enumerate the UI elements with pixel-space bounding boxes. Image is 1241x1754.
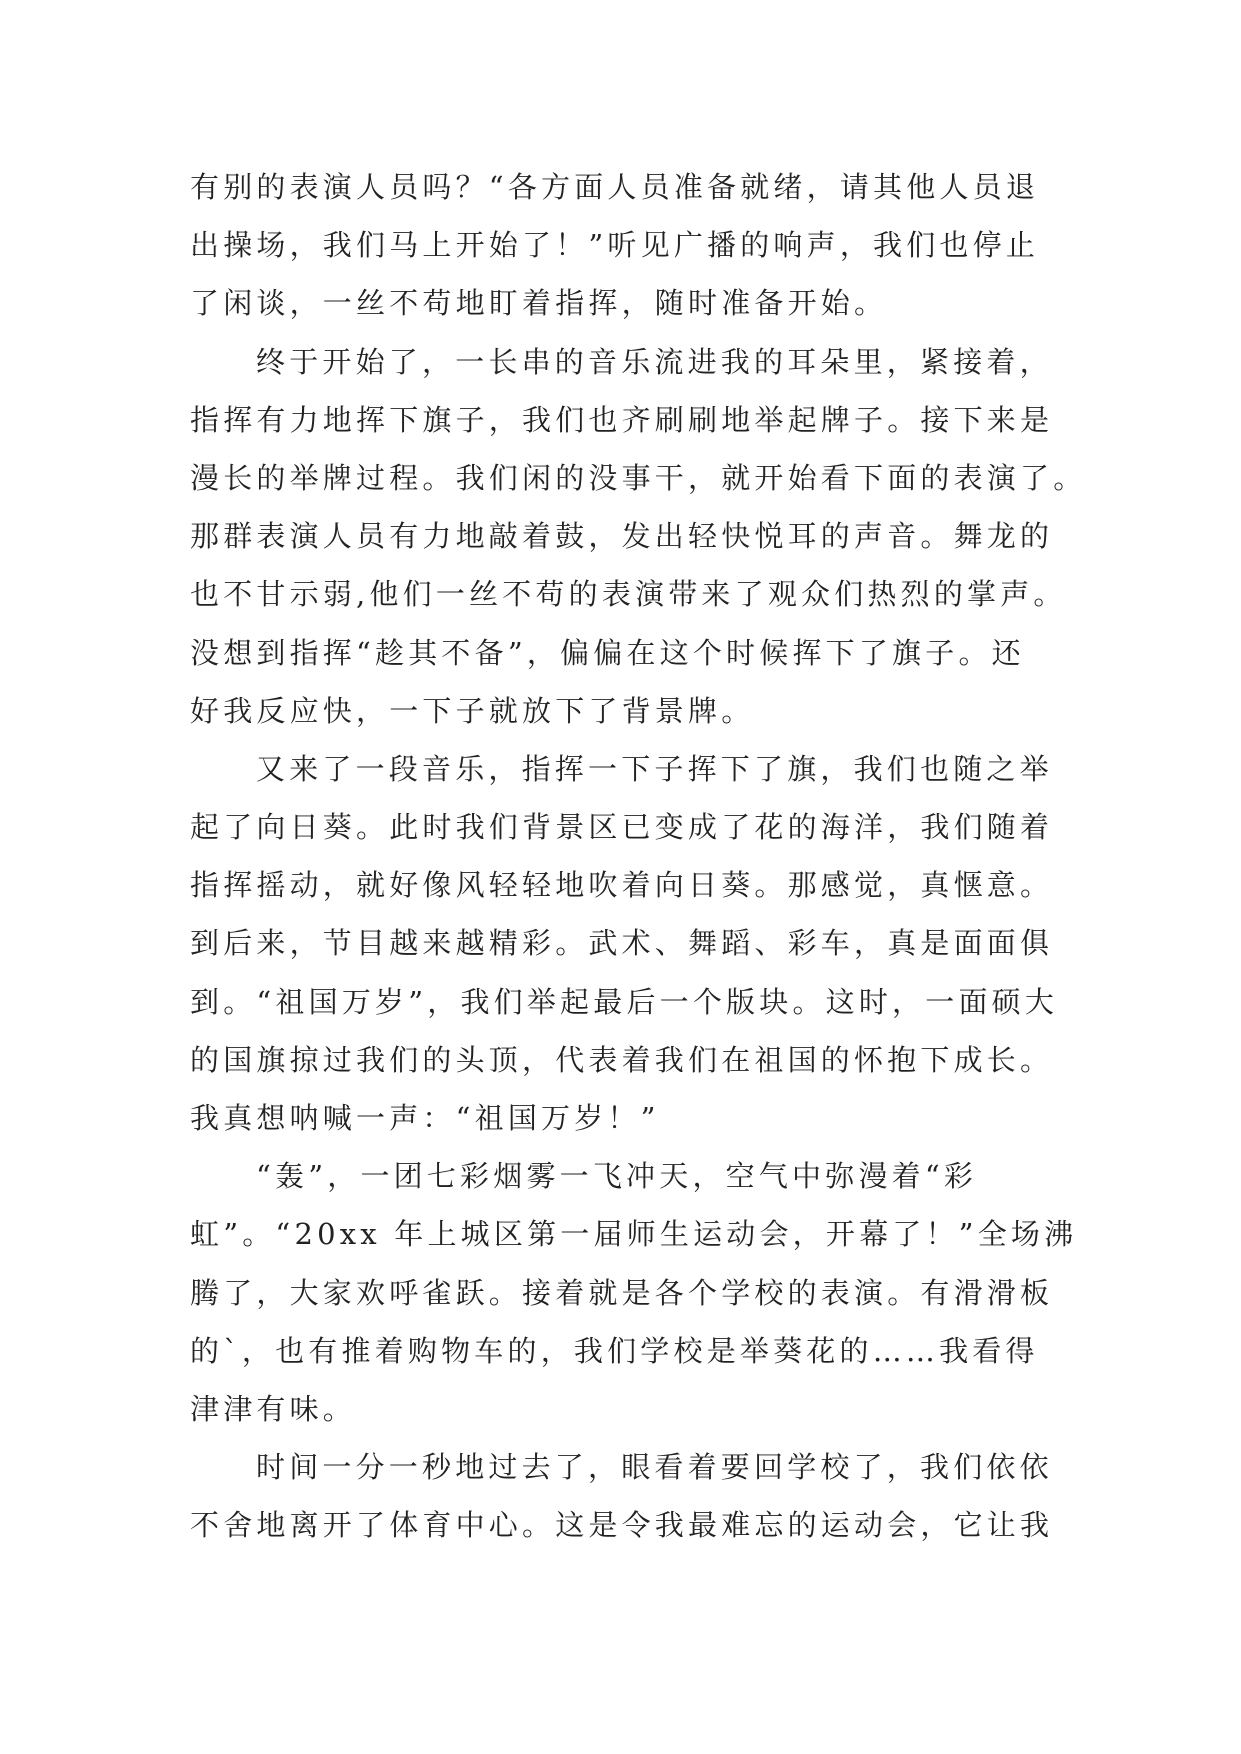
text-line: 不舍地离开了体育中心。这是令我最难忘的运动会，它让我 xyxy=(190,1508,1054,1543)
paragraph-start-line: 又来了一段音乐，指挥一下子挥下了旗，我们也随之举 xyxy=(256,751,1053,786)
paragraph-start-line: “轰”，一团七彩烟雾一飞冲天，空气中弥漫着“彩 xyxy=(256,1159,978,1194)
text-line: 到后来，节目越来越精彩。武术、舞蹈、彩车，真是面面俱 xyxy=(190,926,1054,961)
text-line: 指挥有力地挥下旗子，我们也齐刷刷地举起牌子。接下来是 xyxy=(190,402,1054,437)
text-line: 了闲谈，一丝不苟地盯着指挥，随时准备开始。 xyxy=(190,286,888,321)
text-line: 起了向日葵。此时我们背景区已变成了花的海洋，我们随着 xyxy=(190,810,1054,845)
text-line: 出操场，我们马上开始了！”听见广播的响声，我们也停止 xyxy=(190,228,1040,263)
text-line: 也不甘示弱,他们一丝不苟的表演带来了观众们热烈的掌声。 xyxy=(190,577,1067,612)
text-line: 那群表演人员有力地敲着鼓，发出轻快悦耳的声音。舞龙的 xyxy=(190,519,1054,554)
text-line: 指挥摇动，就好像风轻轻地吹着向日葵。那感觉，真惬意。 xyxy=(190,868,1054,903)
text-line: 没想到指挥“趁其不备”，偏偏在这个时候挥下了旗子。还 xyxy=(190,635,1025,670)
text-line: 的`，也有推着购物车的，我们学校是举葵花的……我看得 xyxy=(190,1333,1039,1368)
text-line: 腾了，大家欢呼雀跃。接着就是各个学校的表演。有滑滑板 xyxy=(190,1275,1054,1310)
text-line: 我真想呐喊一声：“祖国万岁！” xyxy=(190,1101,660,1135)
text-line: 到。“祖国万岁”，我们举起最后一个版块。这时，一面硕大 xyxy=(190,984,1059,1019)
paragraph-start-line: 时间一分一秒地过去了，眼看着要回学校了，我们依依 xyxy=(256,1450,1053,1485)
text-line: 虹”。“20xx 年上城区第一届师生运动会，开幕了！”全场沸 xyxy=(190,1217,1078,1252)
document-body xyxy=(190,158,1087,1555)
text-line: 好我反应快，一下子就放下了背景牌。 xyxy=(190,693,755,728)
text-line: 漫长的举牌过程。我们闲的没事干，就开始看下面的表演了。 xyxy=(190,460,1087,495)
text-line: 的国旗掠过我们的头顶，代表着我们在祖国的怀抱下成长。 xyxy=(190,1042,1054,1077)
text-line: 津津有味。 xyxy=(190,1391,357,1426)
text-line: 有别的表演人员吗？“各方面人员准备就绪，请其他人员退 xyxy=(190,170,1040,204)
paragraph-start-line: 终于开始了，一长串的音乐流进我的耳朵里，紧接着， xyxy=(256,344,1053,379)
